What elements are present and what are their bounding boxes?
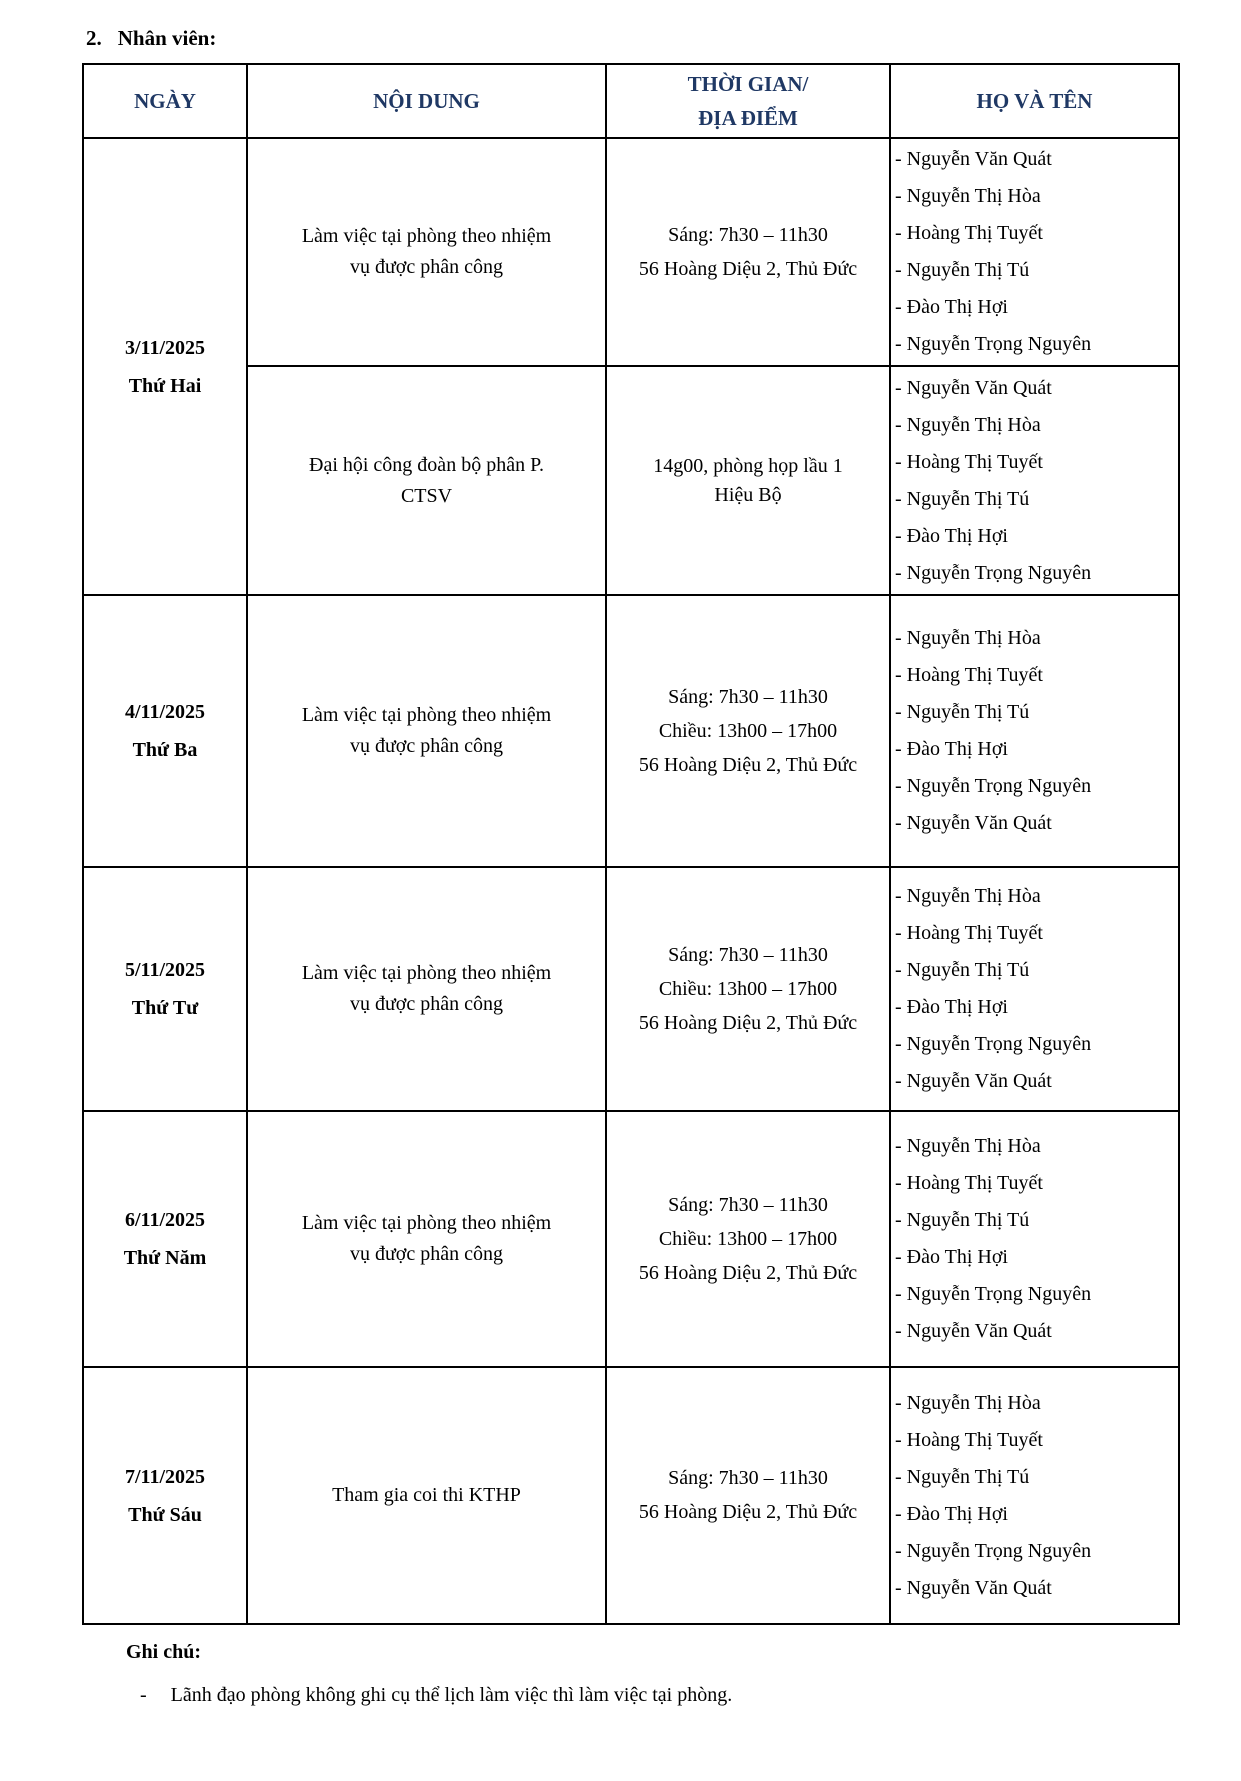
staff-name: - Nguyễn Trọng Nguyên	[895, 1539, 1092, 1562]
time-location-cell	[606, 366, 890, 595]
content-text: Làm việc tại phòng theo nhiệm vụ được phân công	[301, 962, 552, 1015]
section-heading	[86, 26, 1241, 51]
time-location-line: Sáng: 7h30 – 11h30	[668, 943, 828, 966]
staff-name: - Nguyễn Thị Tú	[895, 487, 1030, 510]
section-number: 2.	[86, 26, 102, 50]
table-header-row	[83, 64, 1179, 138]
staff-name: - Đào Thị Hợi	[895, 524, 1008, 547]
staff-name: - Nguyễn Thị Tú	[895, 259, 1030, 281]
staff-name: - Nguyễn Văn Quát	[895, 1320, 1052, 1342]
names-cell	[890, 867, 1179, 1111]
date-cell-friday	[83, 1367, 247, 1624]
content-text: Làm việc tại phòng theo nhiệm vụ được phân công	[301, 225, 552, 278]
time-location-line: 56 Hoàng Diệu 2, Thủ Đức	[638, 1501, 858, 1523]
table-row-tuesday	[83, 595, 1179, 867]
staff-name: - Hoàng Thị Tuyết	[895, 664, 1043, 686]
date-cell-tuesday	[83, 595, 247, 867]
staff-schedule-table	[82, 63, 1180, 1625]
names-cell	[890, 138, 1179, 366]
table-row-friday	[83, 1367, 1179, 1624]
column-header-content: NỘI DUNG	[247, 64, 606, 138]
time-location-line: Chiều: 13h00 – 17h00	[658, 977, 838, 1000]
staff-name: - Đào Thị Hợi	[895, 296, 1008, 318]
staff-name: - Hoàng Thị Tuyết	[895, 1428, 1043, 1451]
time-location-cell	[606, 1111, 890, 1367]
date-cell-monday	[83, 138, 247, 595]
staff-name: - Nguyễn Thị Hòa	[895, 1391, 1041, 1414]
staff-name: - Đào Thị Hợi	[895, 996, 1008, 1018]
time-location-line: Sáng: 7h30 – 11h30	[668, 685, 828, 708]
content-cell	[247, 1367, 606, 1624]
staff-name: - Hoàng Thị Tuyết	[895, 222, 1043, 244]
time-location-line: 56 Hoàng Diệu 2, Thủ Đức	[638, 257, 858, 280]
date-value: 3/11/2025	[124, 336, 205, 359]
notes-heading: Ghi chú:	[126, 1641, 202, 1663]
time-location-line: Chiều: 13h00 – 17h00	[658, 1227, 838, 1250]
time-location-cell	[606, 138, 890, 366]
time-location-line: 56 Hoàng Diệu 2, Thủ Đức	[638, 753, 858, 776]
date-cell-wednesday	[83, 867, 247, 1111]
content-text: Làm việc tại phòng theo nhiệm vụ được phân công	[301, 1212, 552, 1265]
staff-name: - Nguyễn Thị Hòa	[895, 185, 1041, 207]
names-cell	[890, 595, 1179, 867]
names-cell	[890, 1111, 1179, 1367]
column-header-time-line2: ĐỊA ĐIỂM	[698, 106, 798, 130]
content-cell	[247, 867, 606, 1111]
time-location-cell	[606, 595, 890, 867]
date-value: 5/11/2025	[124, 959, 205, 981]
table-row-monday-entry2	[83, 366, 1179, 595]
staff-name: - Nguyễn Thị Tú	[895, 959, 1030, 981]
column-header-date: NGÀY	[83, 64, 247, 138]
staff-name: - Nguyễn Thị Hòa	[895, 885, 1041, 907]
staff-name: - Nguyễn Trọng Nguyên	[895, 775, 1092, 797]
staff-name: - Nguyễn Thị Tú	[895, 701, 1030, 723]
weekday-value: Thứ Năm	[123, 1247, 207, 1269]
names-cell	[890, 1367, 1179, 1624]
staff-name: - Đào Thị Hợi	[895, 1502, 1008, 1525]
content-text: Đại hội công đoàn bộ phân P. CTSV	[309, 453, 544, 507]
content-cell	[247, 1111, 606, 1367]
time-location-line: 56 Hoàng Diệu 2, Thủ Đức	[638, 1011, 858, 1034]
note-item	[140, 1684, 1241, 1707]
staff-name: - Nguyễn Thị Hòa	[895, 627, 1041, 649]
time-location-cell	[606, 867, 890, 1111]
content-text: Làm việc tại phòng theo nhiệm vụ được phân công	[301, 704, 552, 757]
time-location-line: Chiều: 13h00 – 17h00	[658, 719, 838, 742]
content-cell	[247, 138, 606, 366]
weekday-value: Thứ Tư	[131, 997, 199, 1019]
names-cell	[890, 366, 1179, 595]
staff-name: - Nguyễn Văn Quát	[895, 812, 1052, 834]
staff-name: - Hoàng Thị Tuyết	[895, 1172, 1043, 1194]
staff-name: - Nguyễn Thị Hòa	[895, 1135, 1041, 1157]
date-cell-thursday	[83, 1111, 247, 1367]
staff-name: - Hoàng Thị Tuyết	[895, 450, 1043, 473]
time-location-line: 14g00, phòng họp lầu 1 Hiệu Bộ	[653, 454, 843, 506]
staff-name: - Nguyễn Thị Tú	[895, 1209, 1030, 1231]
note-text: Lãnh đạo phòng không ghi cụ thể lịch làm việc thì làm việc tại phòng.	[170, 1684, 733, 1706]
staff-name: - Nguyễn Trọng Nguyên	[895, 1033, 1092, 1055]
table-row-monday-entry1	[83, 138, 1179, 366]
content-cell	[247, 595, 606, 867]
table-row-wednesday	[83, 867, 1179, 1111]
content-text: Tham gia coi thi KTHP	[332, 1484, 521, 1506]
staff-name: - Nguyễn Văn Quát	[895, 1576, 1052, 1599]
weekday-value: Thứ Sáu	[128, 1503, 202, 1526]
staff-name: - Nguyễn Văn Quát	[895, 148, 1052, 170]
time-location-line: Sáng: 7h30 – 11h30	[668, 1193, 828, 1216]
column-header-time-line1: THỜI GIAN/	[687, 72, 809, 96]
staff-name: - Nguyễn Thị Tú	[895, 1465, 1030, 1488]
staff-name: - Nguyễn Thị Hòa	[895, 413, 1041, 436]
staff-name: - Nguyễn Trọng Nguyên	[895, 1283, 1092, 1305]
note-bullet: -	[140, 1684, 147, 1706]
time-location-line: Sáng: 7h30 – 11h30	[668, 223, 828, 246]
column-header-names: HỌ VÀ TÊN	[890, 64, 1179, 138]
time-location-line: 56 Hoàng Diệu 2, Thủ Đức	[638, 1261, 858, 1284]
time-location-line: Sáng: 7h30 – 11h30	[668, 1467, 828, 1489]
staff-name: - Nguyễn Văn Quát	[895, 1070, 1052, 1092]
time-location-cell	[606, 1367, 890, 1624]
staff-name: - Nguyễn Trọng Nguyên	[895, 333, 1092, 355]
date-value: 7/11/2025	[124, 1465, 205, 1488]
staff-name: - Hoàng Thị Tuyết	[895, 922, 1043, 944]
column-header-time-location	[606, 64, 890, 138]
section-title: Nhân viên:	[117, 26, 217, 50]
table-row-thursday	[83, 1111, 1179, 1367]
date-value: 4/11/2025	[124, 701, 205, 723]
staff-name: - Đào Thị Hợi	[895, 1246, 1008, 1268]
weekday-value: Thứ Ba	[132, 739, 198, 761]
content-cell	[247, 366, 606, 595]
date-value: 6/11/2025	[124, 1209, 205, 1231]
staff-name: - Nguyễn Trọng Nguyên	[895, 561, 1092, 584]
weekday-value: Thứ Hai	[128, 374, 202, 397]
staff-name: - Nguyễn Văn Quát	[895, 376, 1052, 399]
staff-name: - Đào Thị Hợi	[895, 738, 1008, 760]
